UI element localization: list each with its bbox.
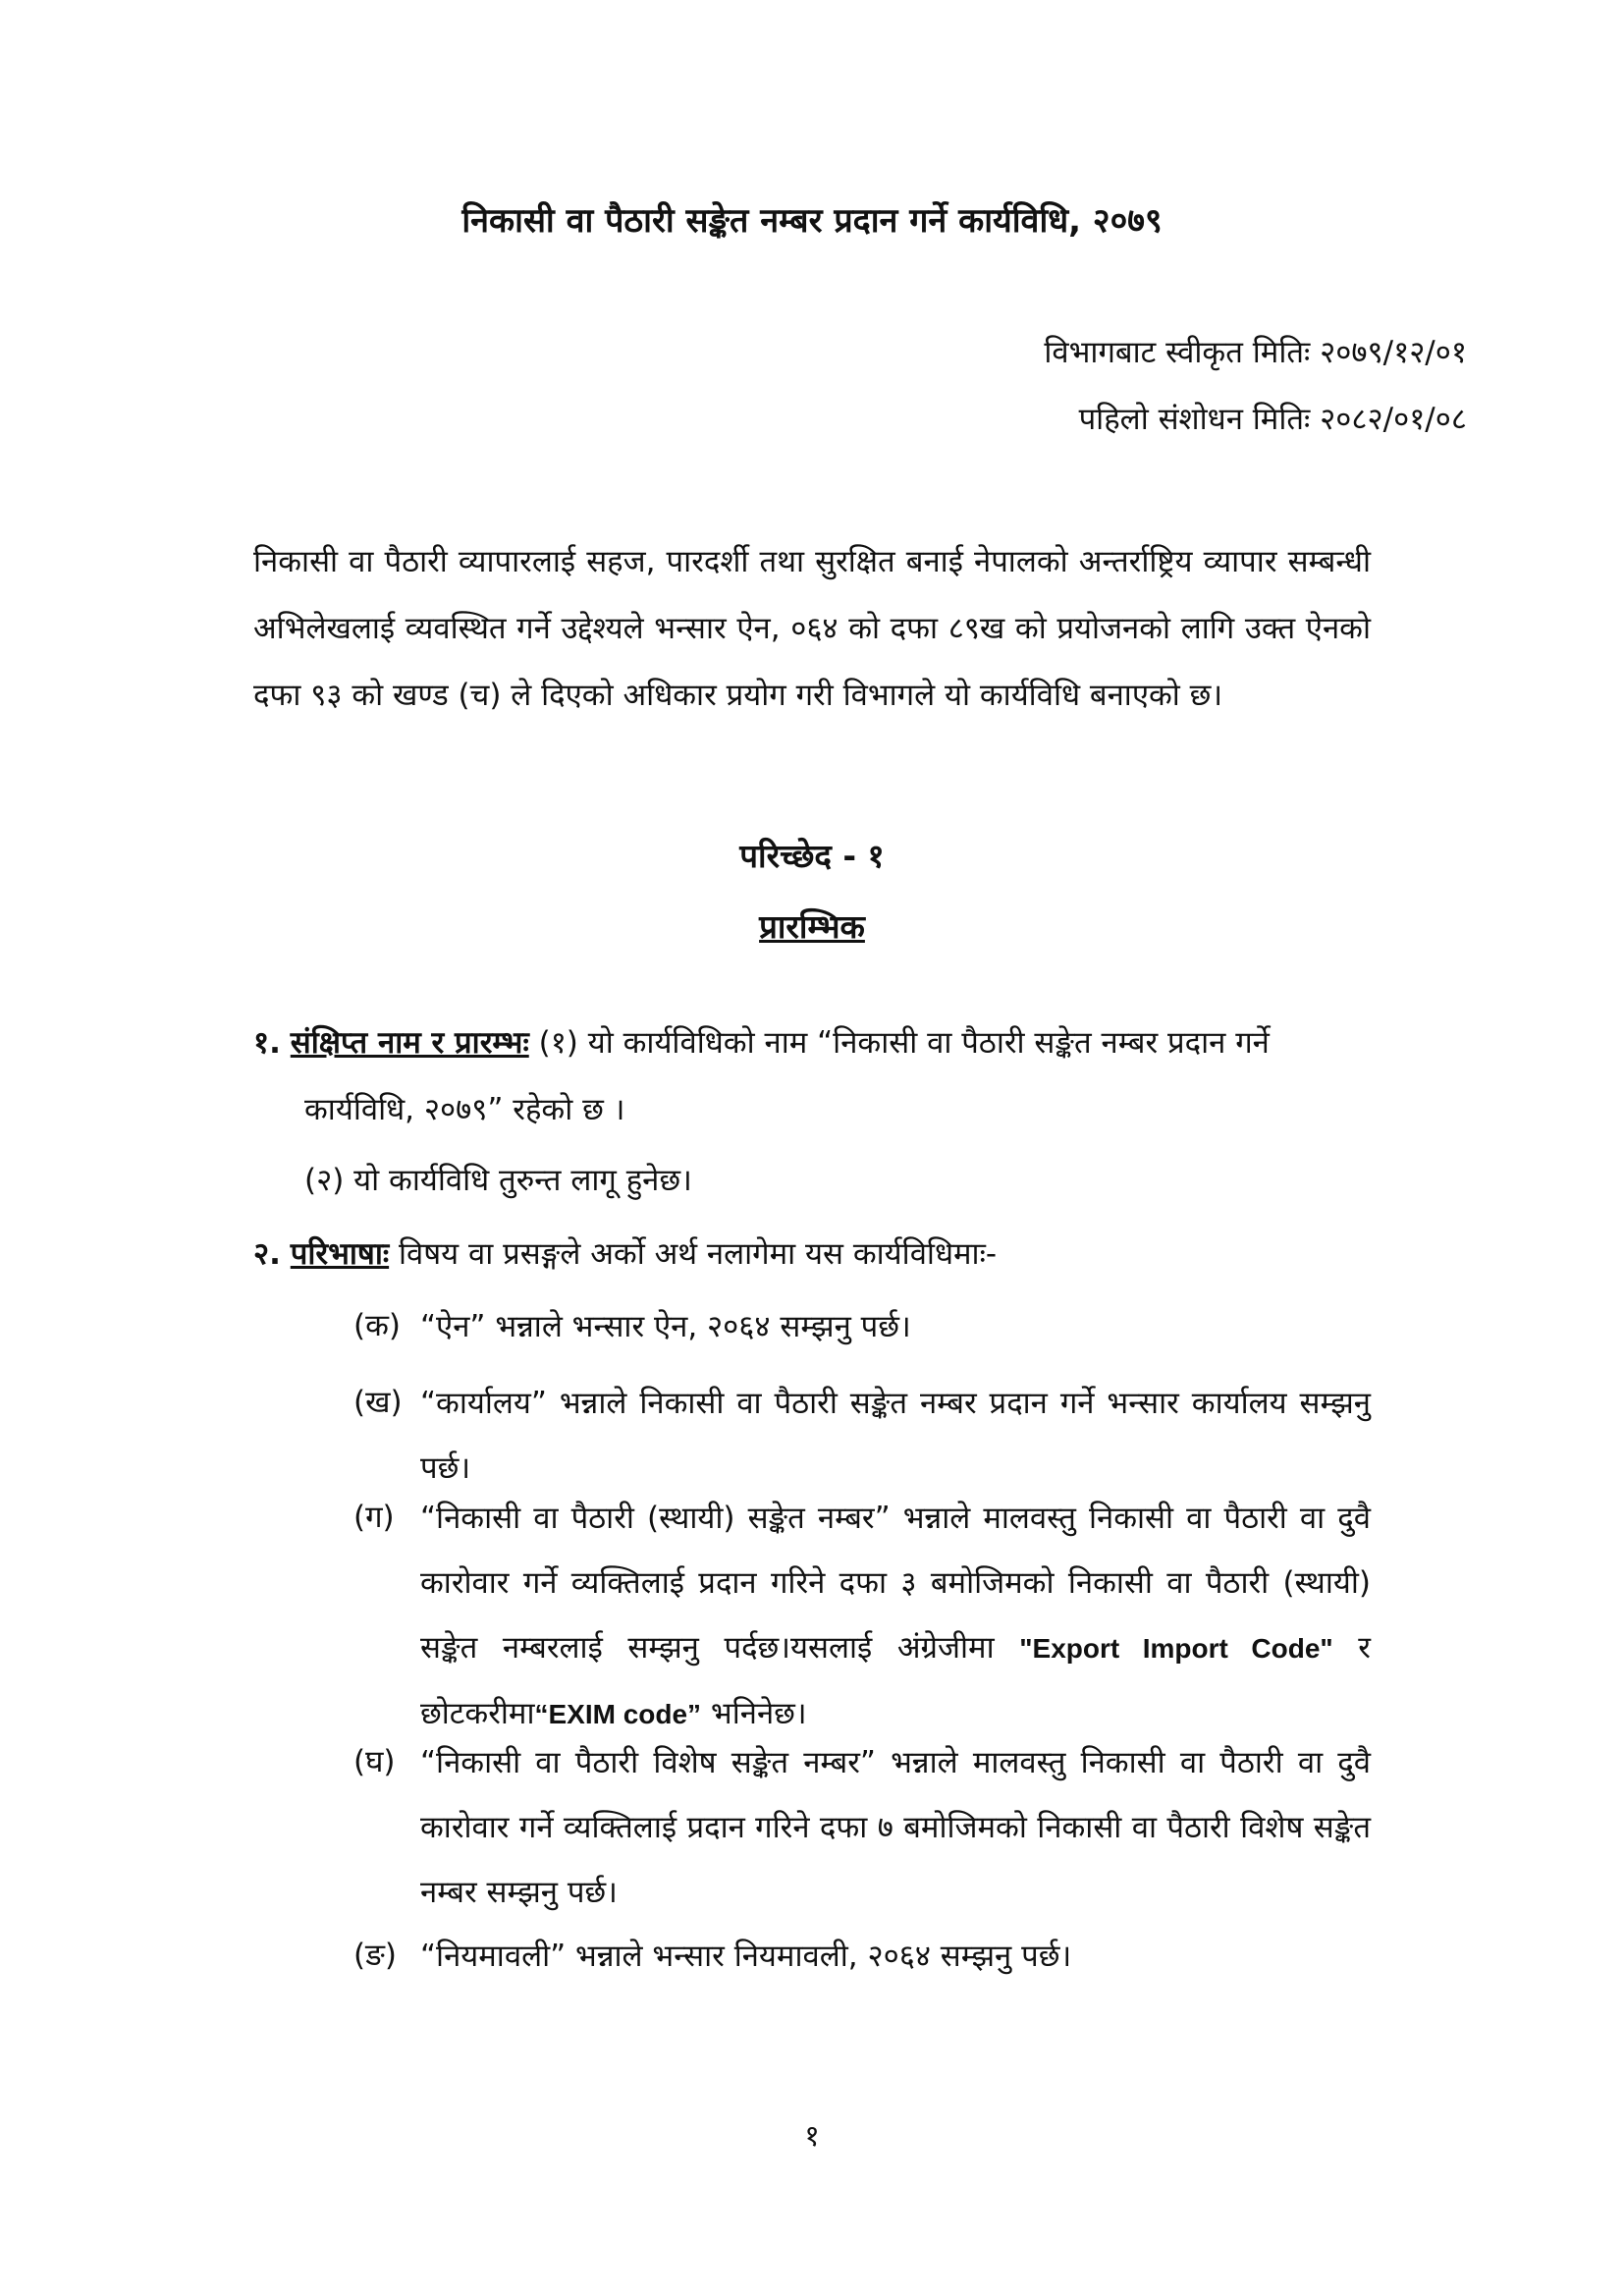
- chapter-name: प्रारम्भिक: [759, 907, 865, 946]
- approval-date: विभागबाट स्वीकृत मितिः २०७९/१२/०१: [1044, 335, 1467, 370]
- section-2-heading: परिभाषाः: [290, 1236, 390, 1272]
- definition-label-gha: (घ): [353, 1744, 396, 1779]
- section-1-text-1: (१) यो कार्यविधिको नाम “निकासी वा पैठारी सङ्केत नम्बर प्रदान गर्ने: [538, 1025, 1270, 1061]
- section-1-heading: संक्षिप्त नाम र प्रारम्भः: [290, 1025, 529, 1061]
- preamble-paragraph: निकासी वा पैठारी व्यापारलाई सहज, पारदर्शी तथा सुरक्षित बनाई नेपालको अन्तर्राष्ट्रिय व्यापार सम्बन्धी अभिलेखलाई व्यवस्थित गर्ने उद्देश्यले भन्सार ऐन, ०६४ को दफा ८९ख को प्रयोजनको लागि उक्त ऐनको दफा ९३ को खण्ड (च) ले दिएको अधिकार प्रयोग गरी विभागले यो कार्यविधि बनाएको छ।: [253, 544, 1371, 713]
- section-2-number: २.: [253, 1236, 281, 1272]
- definition-text-kha: “कार्यालय” भन्नाले निकासी वा पैठारी सङ्केत नम्बर प्रदान गर्ने भन्सार कार्यालय सम्झनु पर्छ।: [420, 1386, 1371, 1486]
- section-2-intro: विषय वा प्रसङ्गले अर्को अर्थ नलागेमा यस कार्यविधिमाः-: [398, 1236, 998, 1272]
- section-1-line-1: [253, 1021, 1270, 1063]
- exim-code-term: “EXIM code”: [534, 1699, 702, 1729]
- section-2-line: [253, 1232, 997, 1274]
- page-number: १: [804, 2119, 820, 2154]
- definition-label-ga: (ग): [353, 1500, 395, 1535]
- definition-label-nga: (ङ): [353, 1938, 397, 1973]
- definition-text-gha: “निकासी वा पैठारी विशेष सङ्केत नम्बर” भन्नाले मालवस्तु निकासी वा पैठारी वा दुवै कारोवार गर्ने व्यक्तिलाई प्रदान गरिने दफा ७ बमोजिमको निकासी वा पैठारी विशेष सङ्केत नम्बर सम्झनु पर्छ।: [420, 1745, 1371, 1910]
- export-import-code-term: "Export Import Code": [1019, 1633, 1333, 1664]
- definition-text-ga-part-2: र छोटकरीमा: [420, 1630, 1371, 1731]
- definition-label-ka: (क): [353, 1308, 401, 1343]
- definition-text-nga: “नियमावली” भन्नाले भन्सार नियमावली, २०६४ सम्झनु पर्छ।: [420, 1939, 1072, 1974]
- document-title: निकासी वा पैठारी सङ्केत नम्बर प्रदान गर्ने कार्यविधि, २०७९: [461, 201, 1163, 241]
- definition-text-ga-part-3: भनिनेछ।: [701, 1696, 807, 1731]
- amendment-date: पहिलो संशोधन मितिः २०८२/०१/०८: [1078, 402, 1467, 437]
- definition-text-ka: “ऐन” भन्नाले भन्सार ऐन, २०६४ सम्झनु पर्छ।: [420, 1309, 911, 1344]
- section-1-text-2: कार्यविधि, २०७९” रहेको छ ।: [304, 1092, 625, 1127]
- definition-text-ga-part-1: “निकासी वा पैठारी (स्थायी) सङ्केत नम्बर” भन्नाले मालवस्तु निकासी वा पैठारी वा दुवै कारोवार गर्ने व्यक्तिलाई प्रदान गरिने दफा ३ बमोजिमको निकासी वा पैठारी (स्थायी) सङ्केत नम्बरलाई सम्झनु पर्दछ।यसलाई अंग्रेजीमा: [420, 1501, 1371, 1666]
- definition-label-kha: (ख): [353, 1385, 403, 1420]
- chapter-number: परिच्छेद - १: [739, 837, 885, 875]
- definition-text-ga: [420, 1486, 1371, 1747]
- section-1-subsection-2: (२) यो कार्यविधि तुरुन्त लागू हुनेछ।: [304, 1163, 692, 1198]
- section-1-number: १.: [253, 1025, 281, 1061]
